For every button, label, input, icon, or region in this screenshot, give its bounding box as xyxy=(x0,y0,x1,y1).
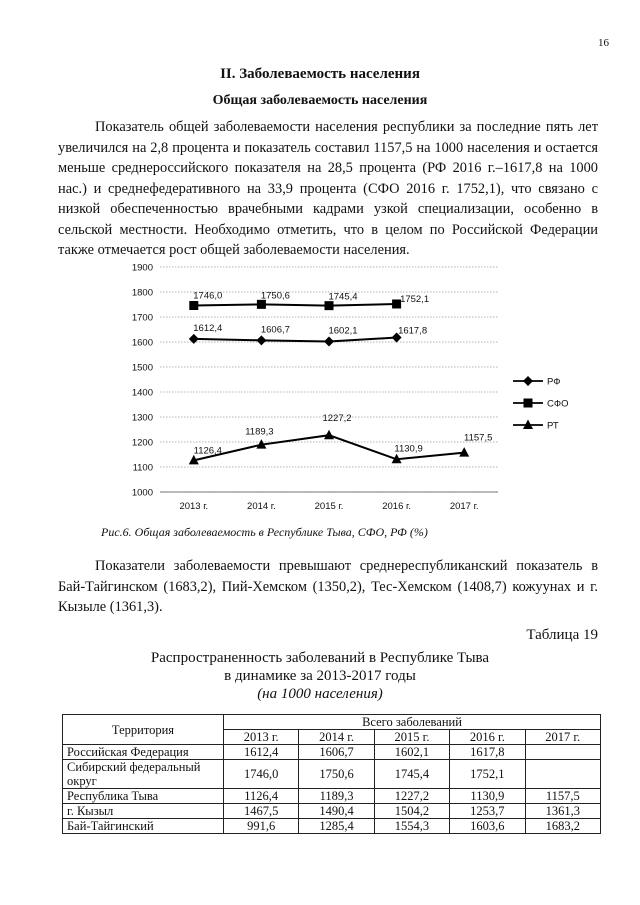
data-label: 1746,0 xyxy=(193,290,223,302)
legend-label: РТ xyxy=(547,420,559,432)
value-cell: 1361,3 xyxy=(525,804,600,819)
data-point-diamond xyxy=(256,335,266,345)
header-year: 2015 г. xyxy=(374,730,449,745)
value-cell: 1603,6 xyxy=(450,819,525,834)
data-label: 1126,4 xyxy=(193,445,222,457)
data-label: 1617,8 xyxy=(398,325,428,337)
data-label: 1612,4 xyxy=(193,322,223,334)
data-point-square xyxy=(189,301,198,310)
section-subheading: Общая заболеваемость населения xyxy=(212,93,428,108)
data-label: 1130,9 xyxy=(394,443,423,455)
header-territory: Территория xyxy=(63,715,224,745)
section-heading: II. Заболеваемость населения xyxy=(220,66,420,82)
y-tick-label: 1200 xyxy=(131,437,153,449)
data-point-triangle xyxy=(459,447,469,457)
y-tick-label: 1700 xyxy=(131,312,153,324)
legend-label: РФ xyxy=(547,376,561,388)
value-cell: 1126,4 xyxy=(224,789,299,804)
y-tick-label: 1100 xyxy=(132,462,153,474)
x-tick-label: 2017 г. xyxy=(449,501,479,512)
value-cell xyxy=(525,760,600,789)
y-tick-label: 1500 xyxy=(131,362,153,374)
value-cell: 991,6 xyxy=(224,819,299,834)
x-tick-label: 2013 г. xyxy=(179,501,209,512)
y-tick-label: 1400 xyxy=(131,387,153,399)
legend-label: СФО xyxy=(547,398,569,410)
value-cell: 1683,2 xyxy=(525,819,600,834)
x-tick-label: 2015 г. xyxy=(314,501,344,512)
data-label: 1752,1 xyxy=(400,293,430,305)
series-line-diamond xyxy=(194,338,397,342)
morbidity-line-chart xyxy=(120,255,590,520)
value-cell: 1285,4 xyxy=(299,819,374,834)
legend-marker-diamond xyxy=(523,376,533,386)
territory-cell: г. Кызыл xyxy=(63,804,224,819)
legend-marker-square xyxy=(524,399,533,408)
table-subtitle: в динамике за 2013-2017 годы xyxy=(224,668,416,684)
y-tick-label: 1800 xyxy=(131,287,153,299)
value-cell: 1612,4 xyxy=(224,745,299,760)
data-label: 1189,3 xyxy=(245,426,274,438)
value-cell: 1750,6 xyxy=(299,760,374,789)
territory-cell: Российская Федерация xyxy=(63,745,224,760)
table-number: Таблица 19 xyxy=(526,627,598,643)
value-cell: 1746,0 xyxy=(224,760,299,789)
paragraph-2: Показатели заболеваемости превышают среднереспубликанский показатель в Бай-Тайгинском (1683,2), Пий-Хемском (1350,2), Тес-Хемском (1408,7) кожуунах и г. Кызыле (1361,3). xyxy=(58,558,598,615)
data-label: 1602,1 xyxy=(328,325,358,337)
header-year: 2013 г. xyxy=(224,730,299,745)
paragraph-1: Показатель общей заболеваемости населения республики за последние пять лет увеличился на 2,8 процента и показатель составил 1157,5 на 1000 населения и остается меньше среднероссийского показателя на 28,5 процента (РФ 2016 г.–1617,8 на 1000 нас.) и среднефедеративного на 33,9 процента (СФО 2016 г. 1752,1), что связано с низкой обеспеченностью врачебными кадрами узкой специализации, особенно в сельской местности. Необходимо отметить, что в целом по Российской Федерации также отмечается рост общей заболеваемости населения. xyxy=(58,119,598,258)
data-label: 1227,2 xyxy=(322,413,352,425)
header-year: 2016 г. xyxy=(450,730,525,745)
value-cell: 1253,7 xyxy=(450,804,525,819)
table-body xyxy=(63,745,601,834)
value-cell xyxy=(525,745,600,760)
value-cell: 1157,5 xyxy=(525,789,600,804)
value-cell: 1606,7 xyxy=(299,745,374,760)
morbidity-table xyxy=(62,714,601,834)
value-cell: 1130,9 xyxy=(450,789,525,804)
value-cell: 1467,5 xyxy=(224,804,299,819)
table-row xyxy=(63,804,601,819)
territory-cell: Сибирский федеральный округ xyxy=(63,760,224,789)
table-row xyxy=(63,760,601,789)
value-cell: 1504,2 xyxy=(374,804,449,819)
value-cell: 1554,3 xyxy=(374,819,449,834)
territory-cell: Республика Тыва xyxy=(63,789,224,804)
table-header-row xyxy=(63,715,601,730)
table-units: (на 1000 населения) xyxy=(257,686,383,702)
value-cell: 1227,2 xyxy=(374,789,449,804)
header-year: 2017 г. xyxy=(525,730,600,745)
y-tick-label: 1000 xyxy=(131,487,153,499)
data-label: 1157,5 xyxy=(464,432,493,444)
data-label: 1745,4 xyxy=(328,291,358,303)
data-label: 1606,7 xyxy=(260,324,290,336)
table-title: Распространенность заболеваний в Республике Тыва xyxy=(150,650,490,666)
value-cell: 1189,3 xyxy=(299,789,374,804)
data-label: 1750,6 xyxy=(260,290,290,302)
y-tick-label: 1300 xyxy=(131,412,153,424)
figure-caption: Рис.6. Общая заболеваемость в Республике Тыва, СФО, РФ (%) xyxy=(101,525,428,539)
data-point-diamond xyxy=(189,334,199,344)
table-row xyxy=(63,789,601,804)
value-cell: 1602,1 xyxy=(374,745,449,760)
y-tick-label: 1600 xyxy=(131,337,153,349)
header-total-diseases: Всего заболеваний xyxy=(224,715,601,730)
territory-cell: Бай-Тайгинский xyxy=(63,819,224,834)
value-cell: 1745,4 xyxy=(374,760,449,789)
value-cell: 1752,1 xyxy=(450,760,525,789)
data-point-triangle xyxy=(324,430,334,440)
table-row xyxy=(63,819,601,834)
value-cell: 1617,8 xyxy=(450,745,525,760)
data-point-diamond xyxy=(324,336,334,346)
x-tick-label: 2016 г. xyxy=(382,501,411,512)
series-line-square xyxy=(194,304,397,306)
y-tick-label: 1900 xyxy=(131,262,153,274)
table-row xyxy=(63,745,601,760)
page-number: 16 xyxy=(598,37,609,49)
value-cell: 1490,4 xyxy=(299,804,374,819)
x-tick-label: 2014 г. xyxy=(247,501,276,512)
header-year: 2014 г. xyxy=(299,730,374,745)
